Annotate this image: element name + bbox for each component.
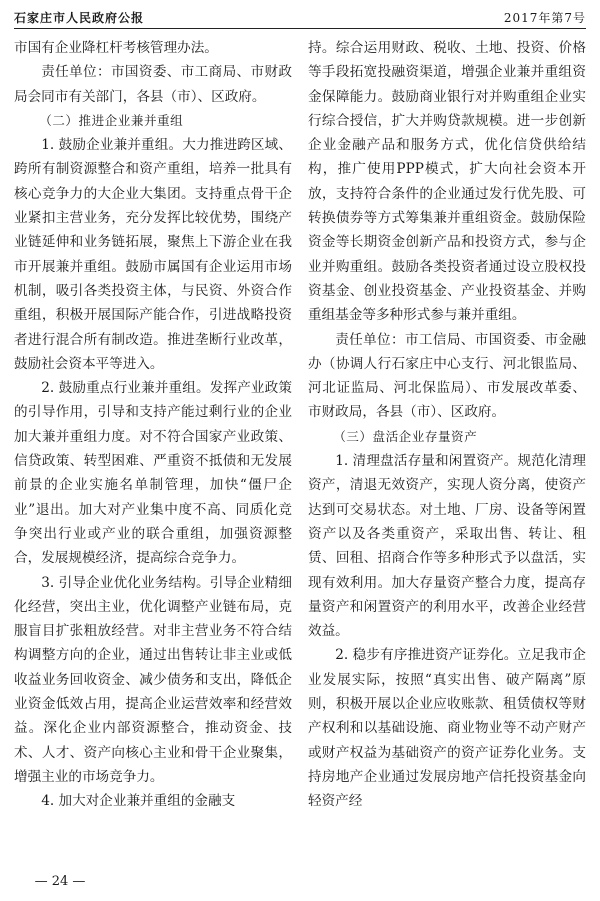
paragraph: 2. 鼓励重点行业兼并重组。发挥产业政策的引导作用，引导和支持产能过剩行业的企业加大兼并重组力度。对不符合国家产业政策、信贷政策、转型困难、严重资不抵债和无发展前景的企业实施名单制管理，加快“僵尸企业”退出。加大对产业集中度不高、同质化竞争突出行业或产业的联合重组，加强资源整合，发展规模经济，提高综合竞争力。 [14,380,292,567]
paragraph: 持。综合运用财政、税收、土地、投资、价格等手段拓宽投融资渠道，增强企业兼并重组资金保障能力。鼓励商业银行对并购重组企业实行综合授信，扩大并购贷款规模。进一步创新企业金融产品和服务方式，优化信贷供给结构，推广使用PPP模式，扩大向社会资本开放，支持符合条件的企业通过发行优先股、可转换债券等方式筹集兼并重组资金。鼓励保险资金等长期资金创新产品和投资方式，参与企业并购重组。鼓励各类投资者通过设立股权投资基金、创业投资基金、产业投资基金、并购重组基金等多种形式参与兼并重组。 [308,40,586,324]
left-column [14,36,292,814]
page-header [14,8,586,29]
paragraph: 市国有企业降杠杆考核管理办法。 [14,40,218,56]
issue-number: 2017年第7号 [503,11,586,25]
paragraph: 2. 稳步有序推进资产证券化。立足我市企业发展实际，按照“真实出售、破产隔离”原则，积极开展以企业应收账款、租赁债权等财产权利和以基础设施、商业物业等不动产财产或财产权益为基础资产的资产证券化业务。支持房地产企业通过发展房地产信托投资基金向轻资产经 [308,647,586,810]
page-number: — 24 — [34,874,86,889]
publication-title: 石家庄市人民政府公报 [14,11,145,25]
paragraph: 3. 引导企业优化业务结构。引导企业精细化经营，突出主业，优化调整产业链布局，克服盲目扩张粗放经营。对非主营业务不符合结构调整方向的企业，通过出售转让非主业或低收益业务回收资金、减少债务和支出，降低企业资金低效占用，提高企业运营效率和经营效益。深化企业内部资源整合，推动资金、技术、人才、资产向核心主业和骨干企业聚集，增强主业的市场竞争力。 [14,574,292,785]
right-column [308,36,586,814]
paragraph: 4. 加大对企业兼并重组的金融支 [41,793,236,810]
paragraph: 1. 清理盘活存量和闲置资产。规范化清理资产，清退无效资产，实现人资分离，使资产达到可交易状态。对土地、厂房、设备等闲置资产以及各类重资产，采取出售、转让、租赁、回租、招商合作等多种形式予以盘活，实现有效利用。加大存量资产整合力度，提高存量资产和闲置资产的利用水平，改善企业经营效益。 [308,453,586,640]
paragraph: 1. 鼓励企业兼并重组。大力推进跨区域、跨所有制资源整合和资产重组，培养一批具有核心竞争力的大企业大集团。支持重点骨干企业紧扣主营业务，充分发挥比较优势，围绕产业链延伸和业务链拓展，聚焦上下游企业在我市开展兼并重组。鼓励市属国有企业运用市场机制，吸引各类投资主体，与民资、外资合作重组，积极开展国际产能合作，引进战略投资者进行混合所有制改造。推进垄断行业改革，鼓励社会资本平等进入。 [14,137,292,372]
paragraph: 责任单位：市国资委、市工商局、市财政局会同市有关部门，各县（市）、区政府。 [14,64,292,105]
paragraph: 责任单位：市工信局、市国资委、市金融办（协调人行石家庄中心支行、河北银监局、河北证监局、河北保监局）、市发展改革委、市财政局，各县（市）、区政府。 [308,331,586,421]
section-heading: （三）盘活企业存量资产 [333,428,478,444]
section-heading: （二）推进企业兼并重组 [39,112,184,128]
